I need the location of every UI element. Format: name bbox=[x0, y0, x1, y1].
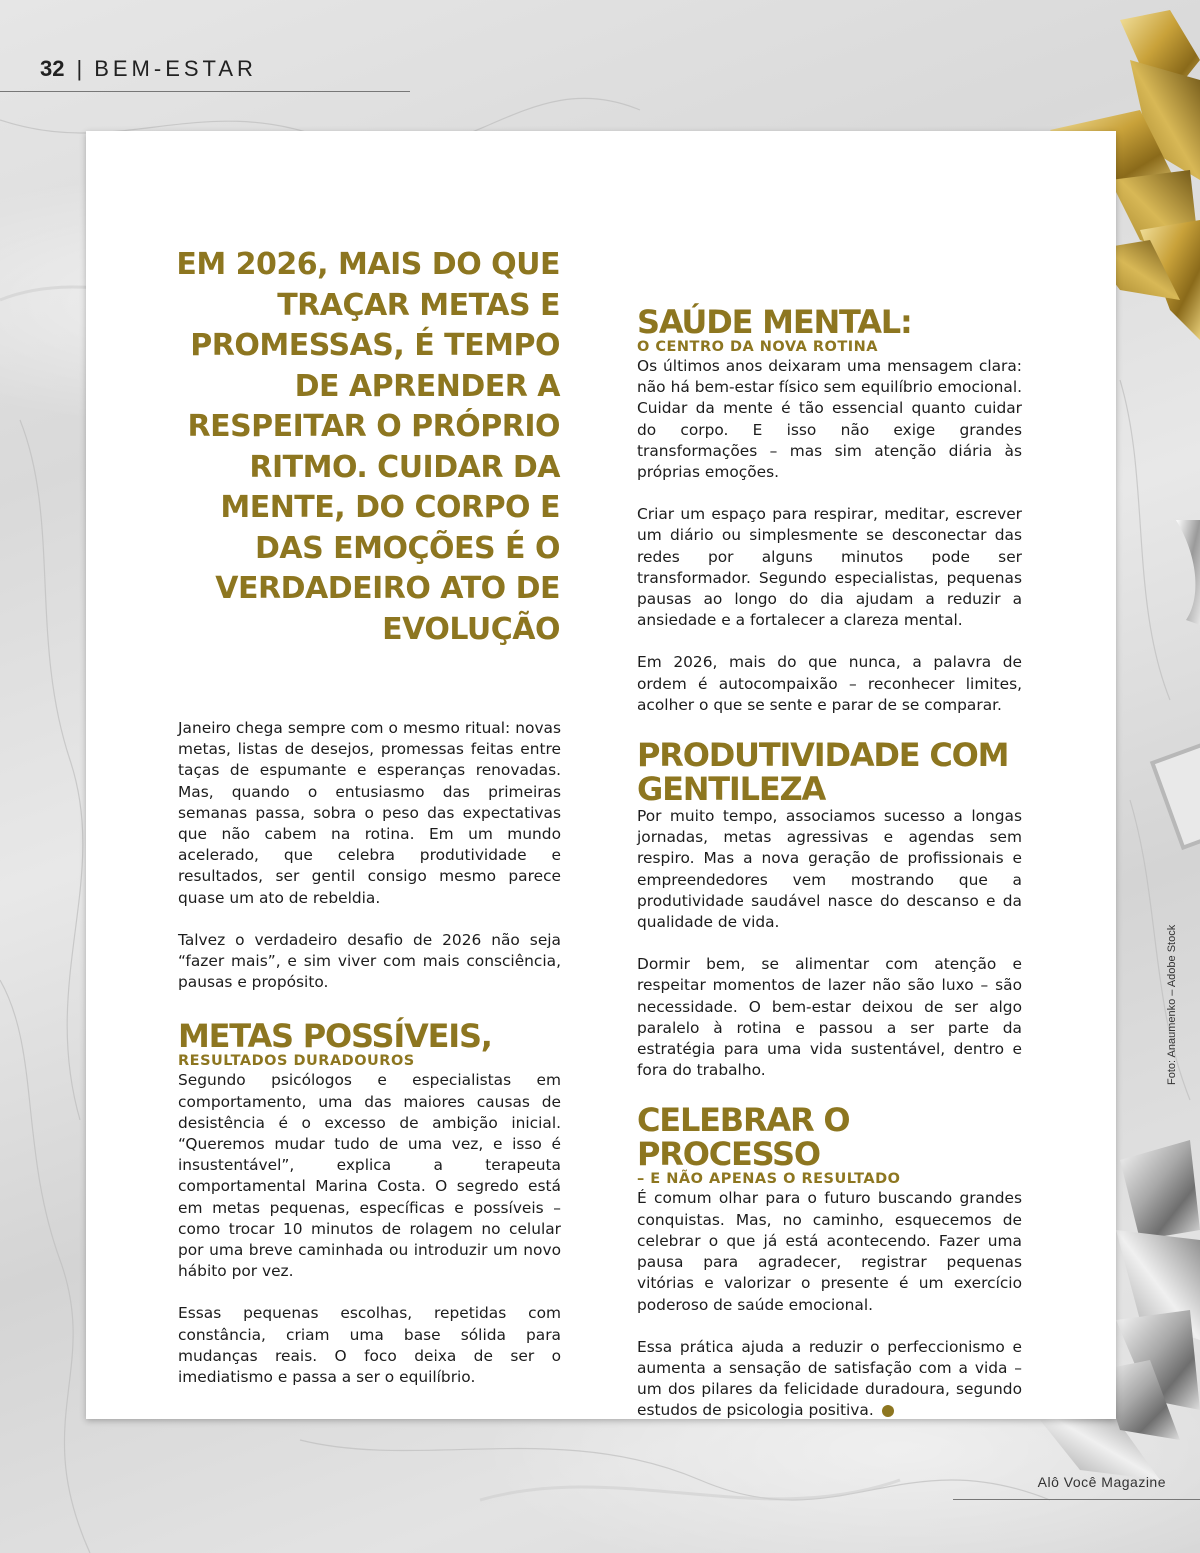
section-title-produtividade: PRODUTIVIDADE COM GENTILEZA bbox=[637, 736, 1009, 809]
page-header bbox=[40, 56, 257, 82]
intro-paragraph-2: Talvez o verdadeiro desafio de 2026 não seja “fazer mais”, e sim viver com mais consciência, pausas e propósito. bbox=[178, 930, 561, 992]
photo-credit: Foto: Anaumenko – Adobe Stock bbox=[1166, 924, 1178, 1085]
footer-rule bbox=[953, 1499, 1200, 1500]
saude-paragraph-3: Em 2026, mais do que nunca, a palavra de ordem é autocompaixão – reconhecer limites, acolher o que se sente e parar de se comparar. bbox=[637, 653, 1022, 714]
section-subtitle-saude: O CENTRO DA NOVA ROTINA bbox=[637, 339, 879, 355]
metas-paragraph-2: Essas pequenas escolhas, repetidas com constância, criam uma base sólida para mudanças reais. O foco deixa de ser o imediatismo e passa a ser o equilíbrio. bbox=[178, 1304, 561, 1387]
left-column bbox=[178, 718, 561, 1388]
saude-paragraph-1: Os últimos anos deixaram uma mensagem clara: não há bem-estar físico sem equilíbrio emocional. Cuidar da mente é tão essencial quanto cuidar do corpo. E isso não exige grandes transformações – mas sim atenção diária às próprias emoções. bbox=[637, 357, 1022, 482]
end-mark-icon bbox=[882, 1405, 894, 1417]
pullquote: EM 2026, MAIS DO QUE TRAÇAR METAS E PROMESSAS, É TEMPO DE APRENDER A RESPEITAR O PRÓPRIO RITMO. CUIDAR DA MENTE, DO CORPO E DAS EMOÇÕES É O VERDADEIRO ATO DE EVOLUÇÃO bbox=[176, 247, 560, 647]
produtividade-paragraph-2: Dormir bem, se alimentar com atenção e respeitar momentos de lazer não são luxo – são necessidade. O bem-estar deixou de ser algo paralelo à rotina e passou a ser parte da estratégia para uma vida sustentável, dentro e fora do trabalho. bbox=[637, 955, 1022, 1080]
section-name: BEM-ESTAR bbox=[94, 56, 257, 81]
celebrar-paragraph-2-text: Essa prática ajuda a reduzir o perfeccionismo e aumenta a sensação de satisfação com a vida – um dos pilares da felicidade duradoura, segundo estudos de psicologia positiva. bbox=[637, 1337, 1022, 1420]
section-title-metas: METAS POSSÍVEIS, bbox=[178, 1017, 492, 1056]
intro-paragraph-1: Janeiro chega sempre com o mesmo ritual: novas metas, listas de desejos, promessas feitas entre taças de espumante e esperanças renovadas. Mas, quando o entusiasmo das primeiras semanas passa, sobra o peso das expectativas que não cabem na rotina. Em um mundo acelerado, que celebra produtividade e resultados, ser gentil consigo mesmo parece quase um ato de rebeldia. bbox=[178, 719, 561, 907]
section-title-celebrar: CELEBRAR O PROCESSO bbox=[637, 1101, 850, 1174]
celebrar-paragraph-1: É comum olhar para o futuro buscando grandes conquistas. Mas, no caminho, esquecemos de celebrar o que já está acontecendo. Fazer uma pausa para agradecer, registrar pequenas vitórias e valorizar o presente é um exercício poderoso de saúde emocional. bbox=[637, 1189, 1022, 1314]
header-rule bbox=[0, 91, 410, 92]
header-separator: | bbox=[76, 56, 83, 81]
page-number: 32 bbox=[40, 56, 65, 81]
section-title-saude: SAÚDE MENTAL: bbox=[637, 303, 912, 341]
section-subtitle-celebrar: – E NÃO APENAS O RESULTADO bbox=[637, 1171, 901, 1188]
magazine-name: Alô Você Magazine bbox=[1037, 1474, 1166, 1490]
celebrar-paragraph-2 bbox=[637, 1337, 1022, 1422]
section-subtitle-metas: RESULTADOS DURADOUROS bbox=[178, 1053, 415, 1070]
produtividade-paragraph-1: Por muito tempo, associamos sucesso a longas jornadas, metas agressivas e agendas sem respiro. Mas a nova geração de profissionais e empreendedores vem mostrando que a produtividade saudável nasce do descanso e da qualidade de vida. bbox=[637, 807, 1022, 932]
silver-ribbon-decoration bbox=[1116, 500, 1200, 900]
metas-paragraph-1: Segundo psicólogos e especialistas em comportamento, uma das maiores causas de desistência é o excesso de ambição inicial. “Queremos mudar tudo de uma vez, e isso é insustentável”, explica a terapeuta comportamental Marina Costa. O segredo está em metas pequenas, específicas e possíveis – como trocar 10 minutos de rolagem no celular por uma breve caminhada ou introduzir um novo hábito por vez. bbox=[178, 1071, 561, 1281]
right-column bbox=[637, 305, 1022, 1422]
saude-paragraph-2: Criar um espaço para respirar, meditar, escrever um diário ou simplesmente se desconectar das redes por alguns minutos pode ser transformador. Segundo especialistas, pequenas pausas ao longo do dia ajudam a reduzir a ansiedade e a fortalecer a clareza mental. bbox=[637, 505, 1022, 630]
